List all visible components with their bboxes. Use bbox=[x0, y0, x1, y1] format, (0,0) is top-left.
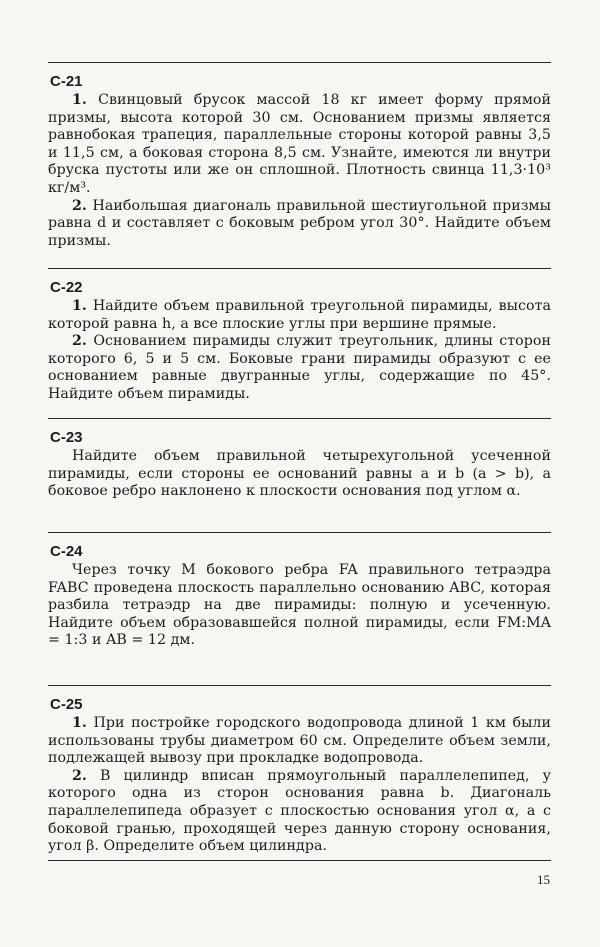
problem-paragraph bbox=[48, 92, 551, 198]
problem-text: Наибольшая диагональ правильной шестиугольной призмы равна d и составляет с боковым ребром угол 30°. Найдите объем призмы. bbox=[48, 197, 551, 249]
problem-paragraph bbox=[48, 715, 551, 768]
problem-text: Свинцовый брусок массой 18 кг имеет форму прямой призмы, высота которой 30 см. Основанием призмы является равнобокая трапеция, параллельные стороны которой равны 3,5 и 11,5 см, а боковая сторона 8,5 см. Узнайте, имеются ли внутри бруска пустоты или же он сплошной. Плотность свинца 11,3·10³ кг/м³. bbox=[48, 92, 552, 196]
section-divider bbox=[48, 268, 551, 269]
section-c24 bbox=[48, 532, 551, 650]
problem-text: Найдите объем правильной четырехугольной усеченной пирамиды, если стороны ее оснований равны a и b (a > b), а боковое ребро наклонено к плоскости основания под углом α. bbox=[48, 448, 551, 500]
problem-number: 2. bbox=[72, 333, 87, 350]
problem-paragraph bbox=[48, 448, 551, 501]
section-title: С-24 bbox=[50, 543, 83, 560]
section-divider bbox=[48, 532, 551, 533]
problem-paragraph bbox=[48, 768, 551, 856]
problem-paragraph bbox=[48, 333, 551, 403]
section-title: С-23 bbox=[50, 429, 83, 446]
section-c21 bbox=[48, 62, 551, 250]
section-c23 bbox=[48, 418, 551, 501]
problem-number: 2. bbox=[72, 197, 87, 214]
section-c25 bbox=[48, 685, 551, 856]
problem-paragraph bbox=[48, 298, 551, 333]
section-title: С-22 bbox=[50, 279, 83, 296]
section-divider bbox=[48, 62, 551, 63]
section-title: С-21 bbox=[50, 73, 83, 90]
section-title: С-25 bbox=[50, 696, 83, 713]
problem-text: Основанием пирамиды служит треугольник, длины сторон которого 6, 5 и 5 см. Боковые грани пирамиды образуют с ее основанием равные двугранные углы, содержащие по 45°. Найдите объем пирамиды. bbox=[48, 333, 551, 402]
problem-paragraph bbox=[48, 562, 551, 650]
section-divider bbox=[48, 418, 551, 419]
problem-number: 2. bbox=[72, 767, 87, 784]
section-c22 bbox=[48, 268, 551, 404]
problem-number: 1. bbox=[72, 715, 87, 731]
problem-number: 1. bbox=[72, 92, 87, 108]
section-divider bbox=[48, 685, 551, 686]
problem-text: При постройке городского водопровода длиной 1 км были использованы трубы диаметром 60 см. Определите объем земли, подлежащей вывозу при прокладке водопровода. bbox=[48, 715, 551, 767]
problem-paragraph bbox=[48, 198, 551, 251]
problem-number: 1. bbox=[72, 298, 87, 314]
problem-text: Найдите объем правильной треугольной пирамиды, высота которой равна h, а все плоские углы при вершине прямые. bbox=[48, 298, 551, 332]
bottom-divider bbox=[48, 860, 551, 861]
problem-text: В цилиндр вписан прямоугольный параллелепипед, у которого одна из сторон основания равна b. Диагональ параллелепипеда образует с плоскостью основания угол α, а с боковой гранью, проходящей через данную сторону основания, угол β. Определите объем цилиндра. bbox=[48, 767, 551, 855]
page-number: 15 bbox=[537, 872, 550, 887]
problem-text: Через точку M бокового ребра FA правильного тетраэдра FABC проведена плоскость параллельно основанию ABC, которая разбила тетраэдр на две пирамиды: полную и усеченную. Найдите объем образовавшейся полной пирамиды, если FM:MA = 1:3 и AB = 12 дм. bbox=[48, 562, 551, 649]
